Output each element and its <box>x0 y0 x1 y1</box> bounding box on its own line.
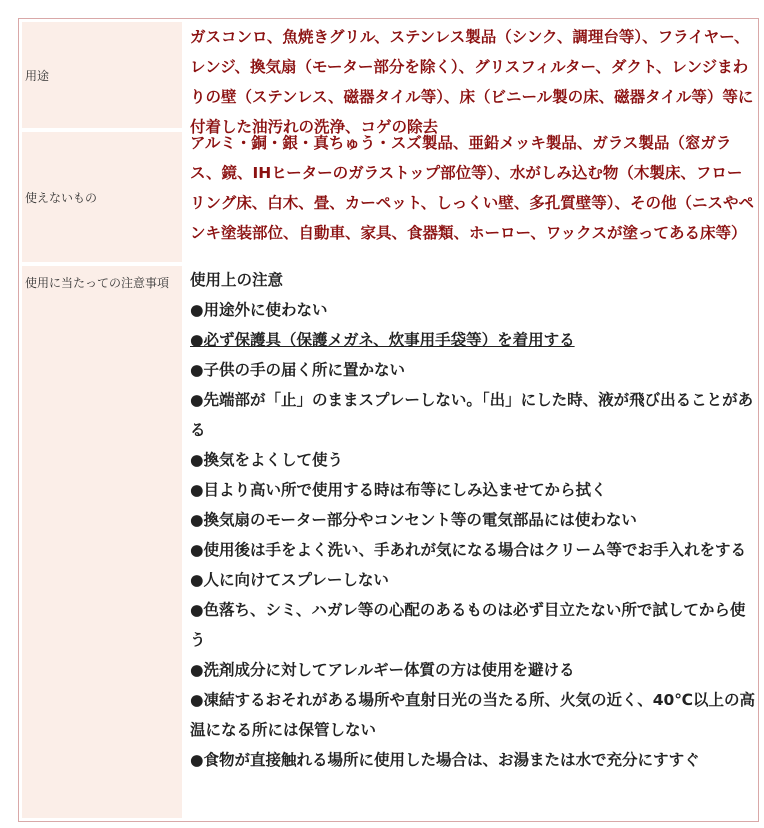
caution-item: ●先端部が「止」のままスプレーしない。「出」にした時、液が飛び出ることがある <box>190 391 754 439</box>
cautions-list <box>190 265 756 775</box>
caution-item: ●用途外に使わない <box>190 301 328 319</box>
usage-value: ガスコンロ、魚焼きグリル、ステンレス製品（シンク、調理台等）、フライヤー、レンジ、換気扇（モーター部分を除く）、グリスフィルター、ダクト、レンジまわりの壁（ステンレス、磁器タイル等）、床（ビニール製の床、磁器タイル等）等に付着した油汚れの洗浄、コゲの除去 <box>190 28 754 136</box>
unusable-value: アルミ・銅・銀・真ちゅう・スズ製品、亜鉛メッキ製品、ガラス製品（窓ガラス、鏡、IHヒーターのガラストップ部位等）、水がしみ込む物（木製床、フローリング床、白木、畳、カーペット、しっくい壁、多孔質壁等）、その他（ニスやペンキ塗装部位、自動車、家具、食器類、ホーロー、ワックスが塗ってある床等） <box>190 134 755 242</box>
cautions-heading: 使用上の注意 <box>190 271 284 289</box>
caution-item: ●洗剤成分に対してアレルギー体質の方は使用を避ける <box>190 661 575 679</box>
usage-label: 用途 <box>22 22 182 128</box>
caution-item: ●使用後は手をよく洗い、手あれが気になる場合はクリーム等でお手入れをする <box>190 541 747 559</box>
caution-item: ●色落ち、シミ、ハガレ等の心配のあるものは必ず目立たない所で試してから使う <box>190 601 746 649</box>
cautions-label: 使用に当たっての注意事項 <box>22 266 182 818</box>
caution-item: ●必ず保護具（保護メガネ、炊事用手袋等）を着用する <box>190 331 575 349</box>
caution-item: ●換気扇のモーター部分やコンセント等の電気部品には使わない <box>190 511 637 529</box>
caution-item: ●凍結するおそれがある場所や直射日光の当たる所、火気の近く、40℃以上の高温になる所には保管しない <box>190 691 756 739</box>
caution-item: ●子供の手の届く所に置かない <box>190 361 406 379</box>
caution-item: ●食物が直接触れる場所に使用した場合は、お湯または水で充分にすすぐ <box>190 751 700 769</box>
caution-item: ●目より高い所で使用する時は布等にしみ込ませてから拭く <box>190 481 607 499</box>
caution-item: ●換気をよくして使う <box>190 451 344 469</box>
unusable-label: 使えないもの <box>22 132 182 262</box>
caution-item: ●人に向けてスプレーしない <box>190 571 389 589</box>
